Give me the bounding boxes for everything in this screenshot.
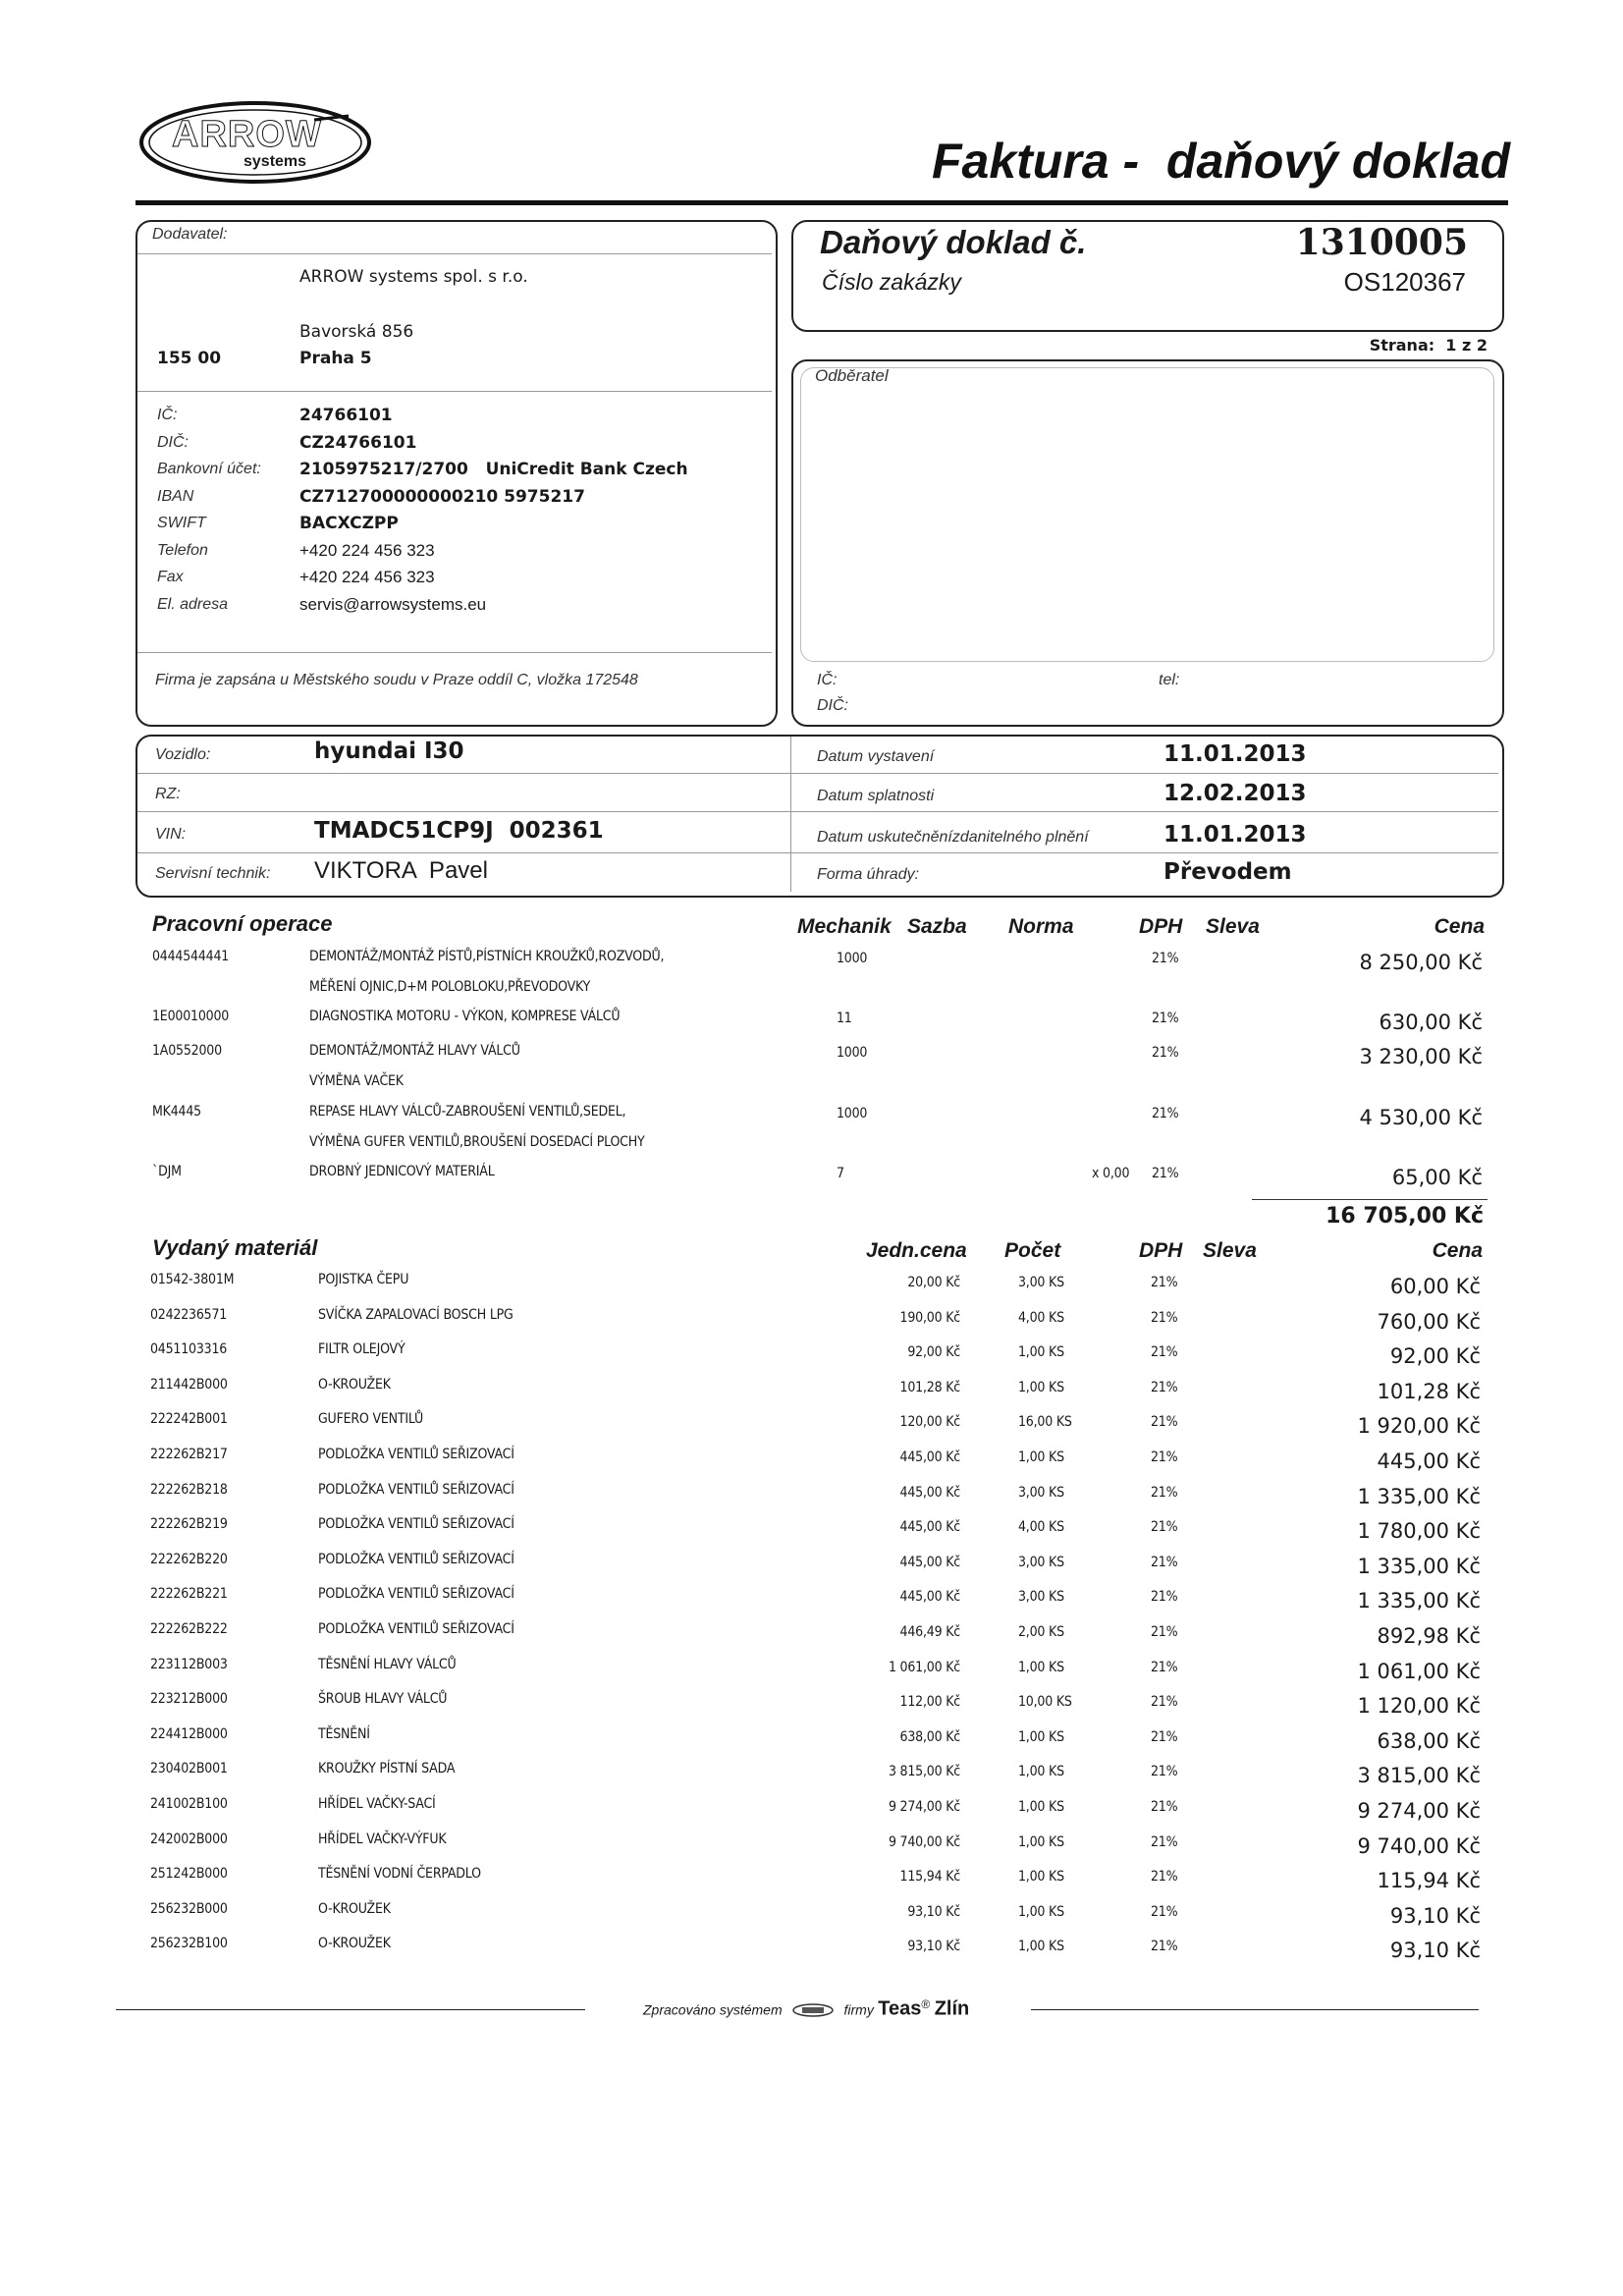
mat-pocet: 1,00 KS	[1018, 1764, 1064, 1780]
mat-desc: O-KROUŽEK	[318, 1900, 391, 1917]
op-desc: DROBNÝ JEDNICOVÝ MATERIÁL	[309, 1164, 495, 1179]
mat-cena: 60,00 Kč	[1389, 1275, 1481, 1298]
mat-cena: 9 740,00 Kč	[1357, 1833, 1481, 1858]
op-cena: 4 530,00 Kč	[1359, 1106, 1483, 1129]
mat-code: 222242B001	[150, 1411, 228, 1428]
vozidlo-value: hyundai I30	[314, 738, 464, 764]
footer	[643, 1997, 969, 2020]
op-dph: 21%	[1152, 1166, 1179, 1181]
vin-label: VIN:	[155, 826, 187, 843]
footer-firm: firmy	[843, 2001, 874, 2018]
mat-jedn: 101,28 Kč	[899, 1379, 960, 1395]
supplier-city: Praha 5	[299, 349, 372, 368]
page-indicator: Strana: 1 z 2	[1369, 336, 1488, 355]
mat-dph: 21%	[1151, 1379, 1178, 1395]
mat-cena: 1 780,00 Kč	[1357, 1519, 1481, 1544]
mat-code: 222262B218	[150, 1481, 228, 1498]
mat-jedn: 20,00 Kč	[907, 1275, 960, 1290]
mat-jedn: 93,10 Kč	[907, 1903, 960, 1920]
op-code: 1A0552000	[152, 1043, 222, 1059]
supplier-row-label: IBAN	[157, 487, 194, 505]
mat-jedn: 1 061,00 Kč	[888, 1659, 960, 1675]
mat-code: 222262B220	[150, 1551, 228, 1567]
mat-dph: 21%	[1151, 1484, 1178, 1501]
mat-desc: ŠROUB HLAVY VÁLCŮ	[318, 1691, 448, 1708]
mat-pocet: 1,00 KS	[1018, 1939, 1064, 1955]
mat-code: 256232B100	[150, 1936, 228, 1952]
mat-jedn: 93,10 Kč	[907, 1939, 960, 1955]
material-title: Vydaný materiál	[152, 1235, 318, 1260]
divider	[137, 773, 1498, 774]
mat-jedn: 92,00 Kč	[907, 1344, 960, 1361]
vystaveni-label: Datum vystavení	[817, 748, 935, 765]
mat-dph: 21%	[1151, 1554, 1178, 1570]
mat-cena: 1 120,00 Kč	[1357, 1694, 1481, 1719]
mat-dph: 21%	[1151, 1903, 1178, 1920]
footer-reg: ®	[921, 1997, 931, 2011]
mat-dph: 21%	[1151, 1624, 1178, 1640]
mat-pocet: 1,00 KS	[1018, 1728, 1064, 1745]
op-norma: 11	[837, 1011, 852, 1026]
supplier-street: Bavorská 856	[299, 322, 414, 342]
mat-dph: 21%	[1151, 1728, 1178, 1745]
op-desc-2: VÝMĚNA GUFER VENTILŮ,BROUŠENÍ DOSEDACÍ PLOCHY	[309, 1134, 645, 1150]
mat-desc: KROUŽKY PÍSTNÍ SADA	[318, 1761, 456, 1777]
op-desc: DIAGNOSTIKA MOTORU - VÝKON, KOMPRESE VÁLCŮ	[309, 1009, 621, 1024]
col-mat-cena: Cena	[1432, 1239, 1483, 1262]
mat-cena: 892,98 Kč	[1377, 1624, 1481, 1648]
tech-label: Servisní technik:	[155, 865, 271, 882]
col-sleva: Sleva	[1206, 915, 1260, 938]
mat-code: 242002B000	[150, 1831, 228, 1847]
mat-code: 230402B001	[150, 1761, 228, 1777]
op-desc-2: MĚŘENÍ OJNIC,D+M POLOBLOKU,PŘEVODOVKY	[309, 979, 591, 995]
mat-code: 223112B003	[150, 1656, 228, 1672]
mat-dph: 21%	[1151, 1344, 1178, 1361]
order-number: OS120367	[1343, 267, 1466, 297]
supplier-row-label: DIČ:	[157, 433, 189, 451]
op-code: 1E00010000	[152, 1009, 230, 1024]
op-dph: 21%	[1152, 1011, 1179, 1026]
mat-pocet: 1,00 KS	[1018, 1379, 1064, 1395]
mat-pocet: 10,00 KS	[1018, 1694, 1072, 1711]
mat-code: 01542-3801M	[150, 1272, 235, 1287]
op-cena: 65,00 Kč	[1391, 1166, 1483, 1189]
col-mechanik: Mechanik	[797, 915, 892, 938]
mat-cena: 1 061,00 Kč	[1357, 1659, 1481, 1683]
col-cena: Cena	[1434, 915, 1485, 938]
mat-desc: HŘÍDEL VAČKY-SACÍ	[318, 1796, 436, 1812]
vehicle-divider	[790, 737, 791, 892]
mat-cena: 92,00 Kč	[1389, 1344, 1481, 1369]
op-dph: 21%	[1152, 951, 1179, 966]
mat-desc: PODLOŽKA VENTILŮ SEŘIZOVACÍ	[318, 1586, 514, 1603]
vozidlo-label: Vozidlo:	[155, 746, 211, 763]
company-logo	[137, 98, 373, 187]
supplier-row-value: 24766101	[299, 406, 393, 425]
mat-jedn: 445,00 Kč	[899, 1519, 960, 1536]
op-cena: 8 250,00 Kč	[1359, 951, 1483, 974]
mat-cena: 3 815,00 Kč	[1357, 1764, 1481, 1788]
plneni-label: Datum uskutečněnízdanitelného plnění	[817, 829, 1089, 846]
supplier-row-value: CZ712700000000210 5975217	[299, 486, 585, 507]
mat-dph: 21%	[1151, 1519, 1178, 1536]
mat-jedn: 445,00 Kč	[899, 1449, 960, 1465]
mat-pocet: 1,00 KS	[1018, 1799, 1064, 1815]
mat-pocet: 1,00 KS	[1018, 1344, 1064, 1361]
mat-code: 251242B000	[150, 1866, 228, 1883]
mat-dph: 21%	[1151, 1414, 1178, 1431]
mat-desc: POJISTKA ČEPU	[318, 1272, 409, 1287]
mat-desc: PODLOŽKA VENTILŮ SEŘIZOVACÍ	[318, 1621, 514, 1637]
op-desc: REPASE HLAVY VÁLCŮ-ZABROUŠENÍ VENTILŮ,SEDEL,	[309, 1104, 626, 1120]
mat-desc: PODLOŽKA VENTILŮ SEŘIZOVACÍ	[318, 1516, 514, 1533]
footer-rule-right	[1031, 2009, 1479, 2010]
op-norma: 7	[837, 1166, 844, 1181]
supplier-row-value: 2105975217/2700 UniCredit Bank Czech	[299, 460, 688, 479]
mat-cena: 1 335,00 Kč	[1357, 1484, 1481, 1508]
mat-jedn: 9 740,00 Kč	[888, 1833, 960, 1850]
mat-cena: 93,10 Kč	[1389, 1903, 1481, 1928]
mat-dph: 21%	[1151, 1275, 1178, 1290]
supplier-row-value: BACXCZPP	[299, 514, 399, 533]
mat-cena: 1 920,00 Kč	[1357, 1414, 1481, 1439]
mat-dph: 21%	[1151, 1869, 1178, 1886]
uhrada-value: Převodem	[1163, 859, 1292, 885]
operations-total-rule	[1252, 1199, 1488, 1200]
mat-code: 211442B000	[150, 1376, 228, 1393]
divider	[137, 652, 772, 653]
supplier-zip: 155 00	[157, 349, 222, 368]
mat-jedn: 112,00 Kč	[899, 1694, 960, 1711]
mat-code: 224412B000	[150, 1725, 228, 1742]
logo-sub: systems	[243, 153, 307, 170]
mat-jedn: 445,00 Kč	[899, 1589, 960, 1606]
col-pocet: Počet	[1004, 1239, 1061, 1262]
footer-city: Zlín	[934, 1997, 970, 2020]
mat-dph: 21%	[1151, 1799, 1178, 1815]
mat-dph: 21%	[1151, 1939, 1178, 1955]
order-label: Číslo zakázky	[822, 269, 961, 295]
mat-dph: 21%	[1151, 1764, 1178, 1780]
mat-code: 222262B222	[150, 1621, 228, 1637]
mat-code: 241002B100	[150, 1796, 228, 1812]
mat-code: 222262B221	[150, 1586, 228, 1603]
op-cena: 630,00 Kč	[1379, 1011, 1483, 1034]
supplier-row-label: El. adresa	[157, 595, 229, 613]
col-sazba: Sazba	[907, 915, 967, 938]
mat-cena: 93,10 Kč	[1389, 1939, 1481, 1963]
mat-dph: 21%	[1151, 1589, 1178, 1606]
mat-cena: 1 335,00 Kč	[1357, 1554, 1481, 1578]
doc-label: Daňový doklad č.	[820, 224, 1087, 260]
col-mat-dph: DPH	[1139, 1239, 1183, 1262]
vin-value: TMADC51CP9J 002361	[314, 818, 604, 844]
operations-total: 16 705,00 Kč	[1325, 1204, 1484, 1229]
supplier-label: Dodavatel:	[152, 226, 228, 243]
operations-title: Pracovní operace	[152, 911, 333, 936]
rz-label: RZ:	[155, 786, 181, 802]
mat-dph: 21%	[1151, 1309, 1178, 1326]
mat-pocet: 2,00 KS	[1018, 1624, 1064, 1640]
op-dph: 21%	[1152, 1106, 1179, 1121]
supplier-row-value: +420 224 456 323	[299, 568, 435, 586]
uhrada-label: Forma úhrady:	[817, 866, 920, 883]
title-rule	[135, 200, 1508, 205]
mat-code: 223212B000	[150, 1691, 228, 1708]
supplier-row-label: SWIFT	[157, 515, 206, 531]
mat-pocet: 3,00 KS	[1018, 1589, 1064, 1606]
mat-jedn: 445,00 Kč	[899, 1484, 960, 1501]
col-jedn: Jedn.cena	[866, 1239, 967, 1262]
customer-ic-label: IČ:	[817, 672, 838, 688]
mat-pocet: 16,00 KS	[1018, 1414, 1072, 1431]
op-cena: 3 230,00 Kč	[1359, 1045, 1483, 1068]
supplier-name: ARROW systems spol. s r.o.	[299, 267, 528, 287]
mat-pocet: 1,00 KS	[1018, 1833, 1064, 1850]
vystaveni-value: 11.01.2013	[1163, 741, 1307, 767]
mat-jedn: 190,00 Kč	[899, 1309, 960, 1326]
divider	[137, 253, 772, 254]
footer-text: Zpracováno systémem	[643, 2001, 783, 2018]
mat-pocet: 4,00 KS	[1018, 1519, 1064, 1536]
op-desc: DEMONTÁŽ/MONTÁŽ HLAVY VÁLCŮ	[309, 1043, 520, 1059]
col-mat-sleva: Sleva	[1203, 1239, 1257, 1262]
op-code: `DJM	[152, 1164, 182, 1179]
mat-desc: TĚSNĚNÍ VODNÍ ČERPADLO	[318, 1866, 481, 1883]
supplier-row-value: +420 224 456 323	[299, 540, 435, 560]
page-title: Faktura - daňový doklad	[931, 134, 1510, 189]
mat-jedn: 115,94 Kč	[899, 1869, 960, 1886]
op-norma: 1000	[837, 1106, 868, 1121]
op-desc: DEMONTÁŽ/MONTÁŽ PÍSTŮ,PÍSTNÍCH KROUŽKŮ,ROZVODŮ,	[309, 949, 665, 964]
splatnosti-label: Datum splatnosti	[817, 788, 935, 804]
mat-desc: PODLOŽKA VENTILŮ SEŘIZOVACÍ	[318, 1551, 514, 1567]
mat-cena: 760,00 Kč	[1377, 1309, 1481, 1334]
customer-tel-label: tel:	[1159, 672, 1180, 688]
mat-pocet: 1,00 KS	[1018, 1903, 1064, 1920]
mat-jedn: 9 274,00 Kč	[888, 1799, 960, 1815]
mat-dph: 21%	[1151, 1449, 1178, 1465]
mat-desc: TĚSNĚNÍ	[318, 1725, 370, 1742]
footer-rule-left	[116, 2009, 585, 2010]
mat-desc: PODLOŽKA VENTILŮ SEŘIZOVACÍ	[318, 1481, 514, 1498]
mat-code: 222262B217	[150, 1447, 228, 1462]
mat-cena: 445,00 Kč	[1377, 1449, 1481, 1473]
supplier-row-label: IČ:	[157, 407, 178, 423]
mat-desc: O-KROUŽEK	[318, 1936, 391, 1952]
supplier-row-value: servis@arrowsystems.eu	[299, 594, 487, 614]
op-factor: x 0,00	[1092, 1166, 1130, 1181]
plneni-value: 11.01.2013	[1163, 822, 1307, 847]
divider	[137, 391, 772, 392]
supplier-row-label: Fax	[157, 569, 184, 585]
mat-cena: 638,00 Kč	[1377, 1728, 1481, 1753]
mat-dph: 21%	[1151, 1694, 1178, 1711]
mat-desc: SVÍČKA ZAPALOVACÍ BOSCH LPG	[318, 1306, 514, 1323]
mat-cena: 1 335,00 Kč	[1357, 1589, 1481, 1613]
mat-pocet: 1,00 KS	[1018, 1449, 1064, 1465]
mat-desc: O-KROUŽEK	[318, 1376, 391, 1393]
mat-jedn: 445,00 Kč	[899, 1554, 960, 1570]
mat-dph: 21%	[1151, 1659, 1178, 1675]
mat-dph: 21%	[1151, 1833, 1178, 1850]
mat-desc: FILTR OLEJOVÝ	[318, 1341, 406, 1358]
mat-cena: 115,94 Kč	[1377, 1869, 1481, 1893]
mat-code: 256232B000	[150, 1900, 228, 1917]
mat-code: 0242236571	[150, 1306, 228, 1323]
doc-number: 1310005	[1295, 222, 1468, 263]
op-desc-2: VÝMĚNA VAČEK	[309, 1073, 404, 1089]
col-dph: DPH	[1139, 915, 1183, 938]
mat-cena: 9 274,00 Kč	[1357, 1799, 1481, 1823]
mat-jedn: 120,00 Kč	[899, 1414, 960, 1431]
mat-pocet: 3,00 KS	[1018, 1554, 1064, 1570]
mat-pocet: 4,00 KS	[1018, 1309, 1064, 1326]
footer-teas: Teas	[878, 1997, 922, 2020]
mat-jedn: 3 815,00 Kč	[888, 1764, 960, 1780]
mat-cena: 101,28 Kč	[1377, 1379, 1481, 1403]
carsys-logo-icon	[792, 2003, 834, 2017]
mat-pocet: 3,00 KS	[1018, 1484, 1064, 1501]
customer-window	[800, 367, 1494, 662]
mat-desc: GUFERO VENTILŮ	[318, 1411, 423, 1428]
customer-dic-label: DIČ:	[817, 697, 848, 714]
supplier-row-label: Bankovní účet:	[157, 461, 261, 477]
op-dph: 21%	[1152, 1045, 1179, 1061]
tech-value: VIKTORA Pavel	[314, 857, 488, 884]
op-code: 0444544441	[152, 949, 230, 964]
mat-code: 222262B219	[150, 1516, 228, 1533]
mat-pocet: 3,00 KS	[1018, 1275, 1064, 1290]
mat-pocet: 1,00 KS	[1018, 1869, 1064, 1886]
op-norma: 1000	[837, 1045, 868, 1061]
supplier-row-value: CZ24766101	[299, 432, 417, 453]
mat-code: 0451103316	[150, 1341, 228, 1358]
supplier-row-label: Telefon	[157, 541, 208, 559]
mat-desc: TĚSNĚNÍ HLAVY VÁLCŮ	[318, 1656, 457, 1672]
registration-note: Firma je zapsána u Městského soudu v Praze oddíl C, vložka 172548	[155, 672, 638, 688]
col-norma: Norma	[1008, 915, 1074, 938]
mat-desc: PODLOŽKA VENTILŮ SEŘIZOVACÍ	[318, 1447, 514, 1462]
op-code: MK4445	[152, 1104, 201, 1120]
splatnosti-value: 12.02.2013	[1163, 781, 1307, 806]
logo-brand: ARROW	[172, 114, 322, 155]
mat-jedn: 638,00 Kč	[899, 1728, 960, 1745]
op-norma: 1000	[837, 951, 868, 966]
mat-pocet: 1,00 KS	[1018, 1659, 1064, 1675]
customer-label: Odběratel	[815, 366, 889, 385]
divider	[137, 852, 1498, 853]
mat-desc: HŘÍDEL VAČKY-VÝFUK	[318, 1831, 447, 1847]
divider	[137, 811, 1498, 812]
mat-jedn: 446,49 Kč	[899, 1624, 960, 1640]
